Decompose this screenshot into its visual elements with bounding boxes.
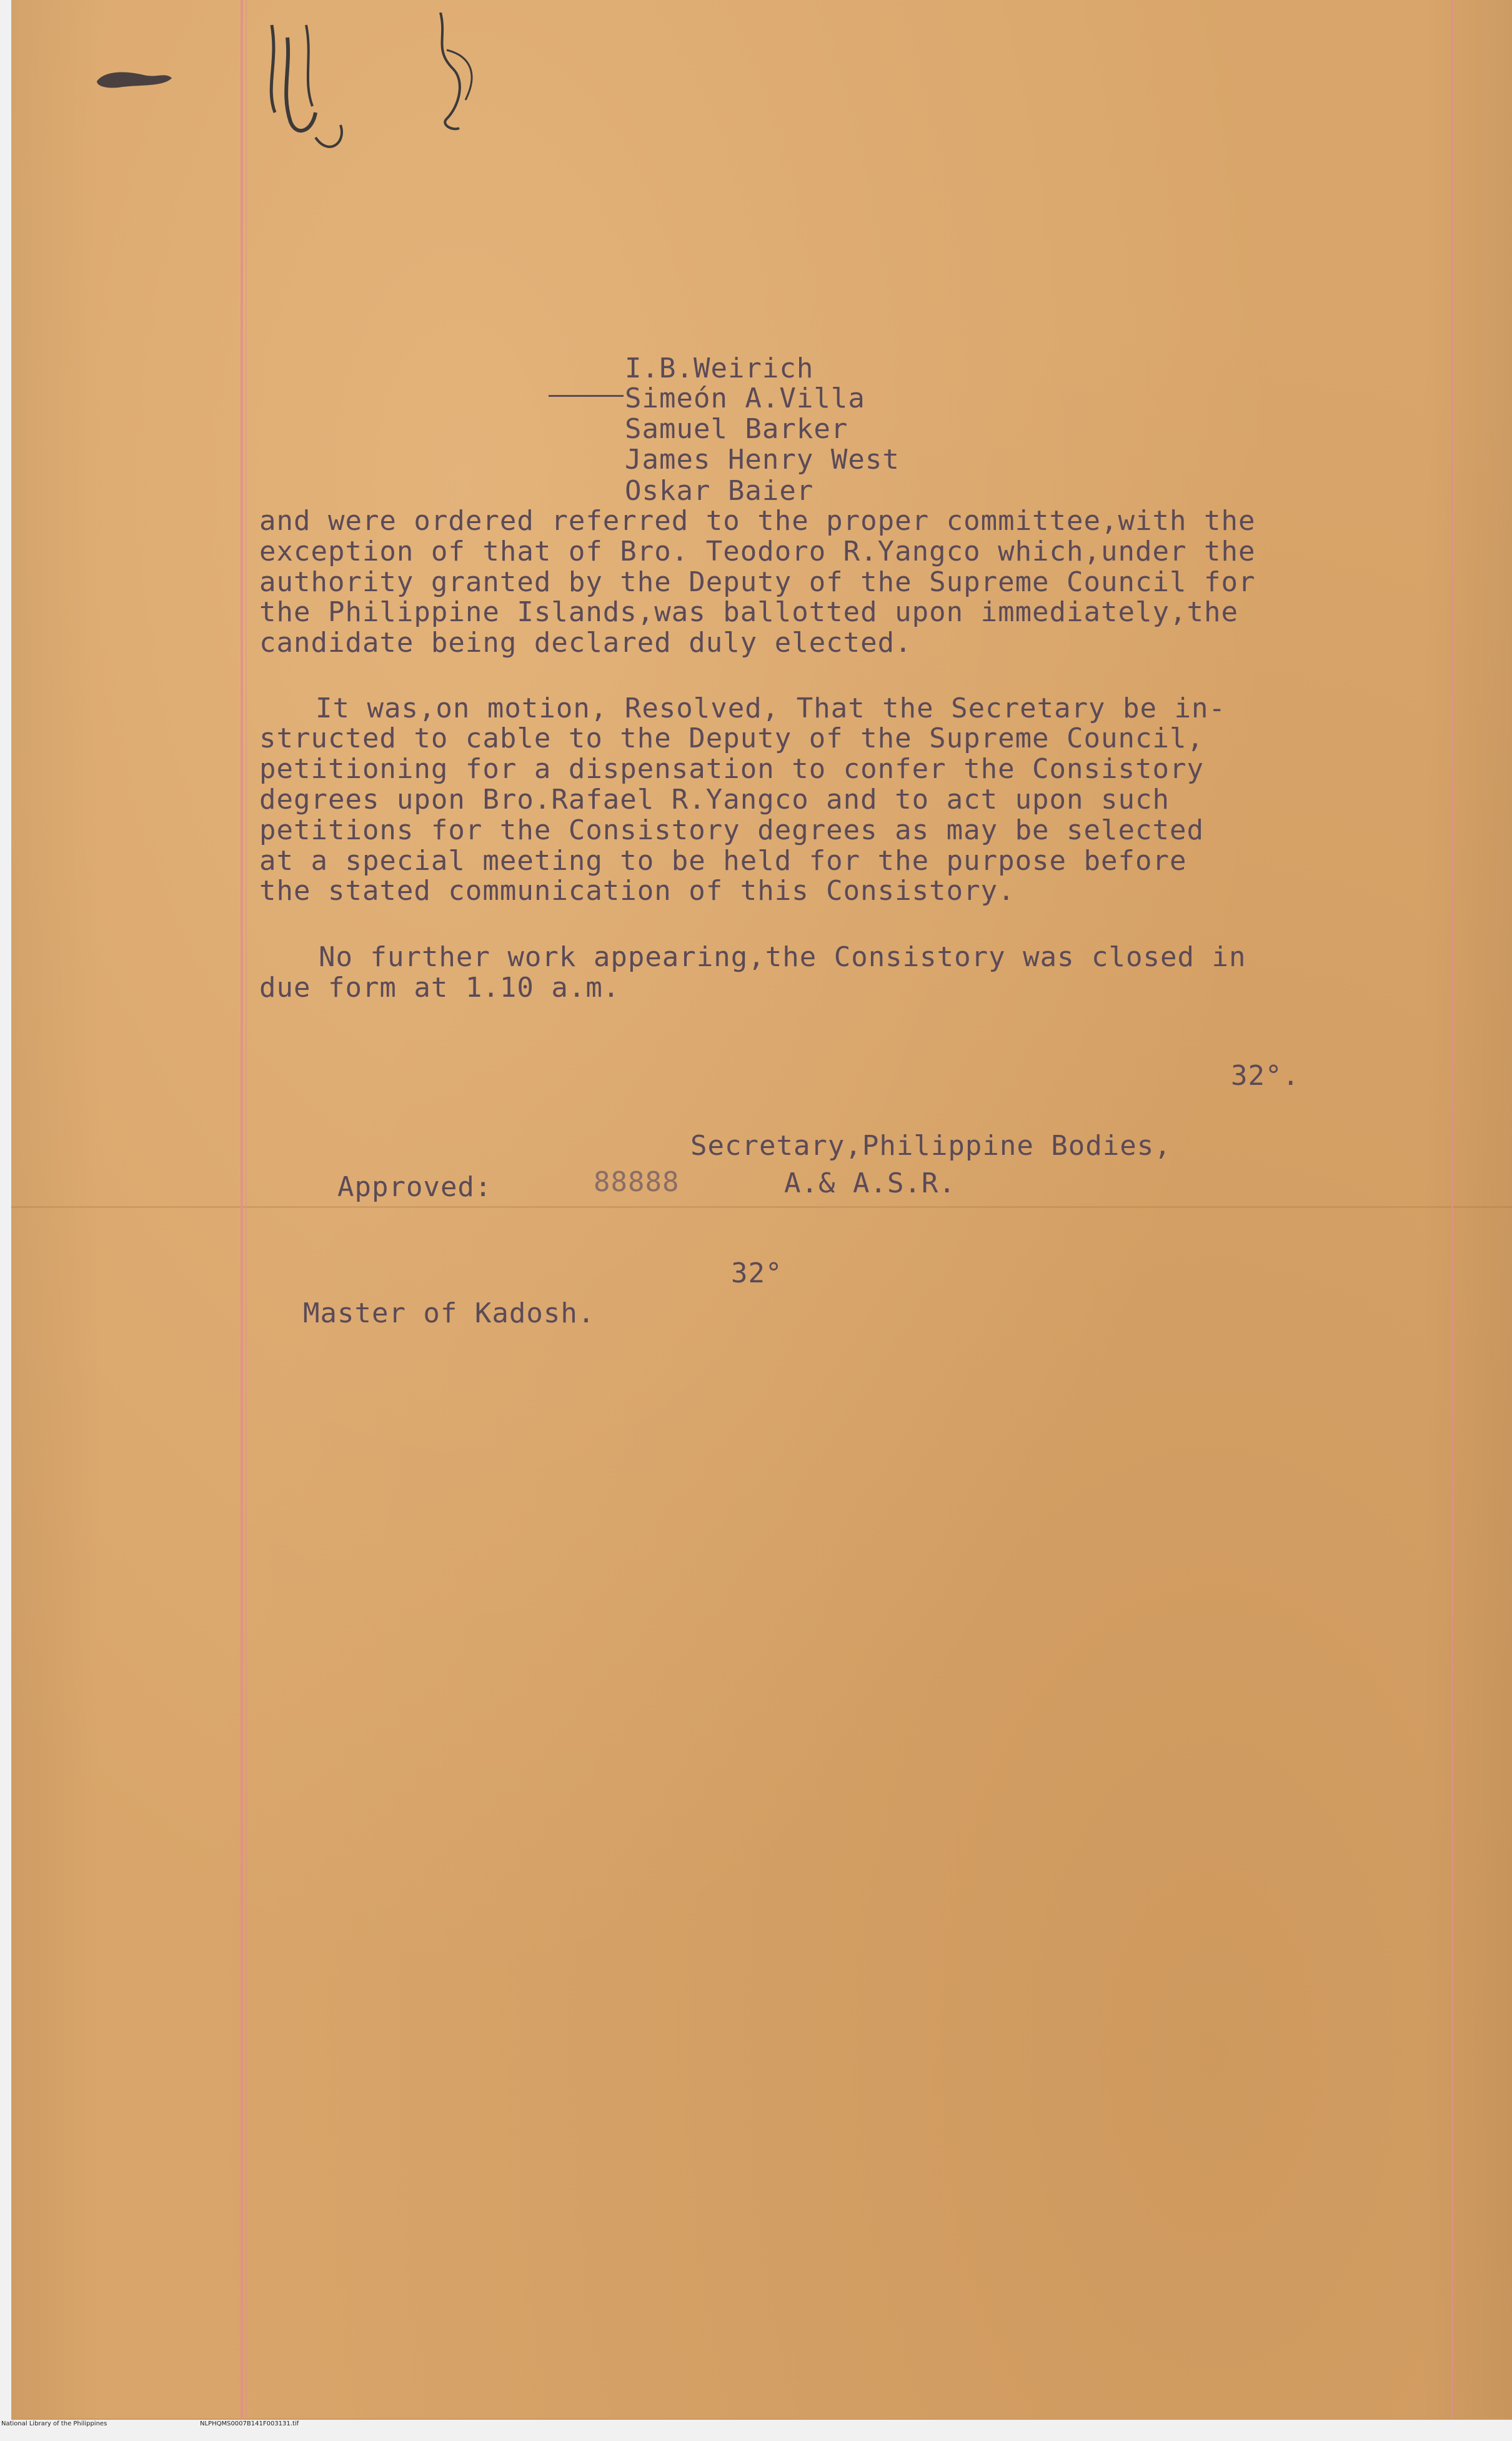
para2-line: petitioning for a dispensation to confer the Consistory: [259, 753, 1204, 785]
name-villa: Simeón A.Villa: [625, 382, 865, 414]
para3-line: due form at 1.10 a.m.: [259, 972, 620, 1004]
handwritten-scribble: [253, 12, 528, 156]
paper-fold-crease: [11, 1206, 1512, 1208]
para2-line: the stated communication of this Consistory.: [259, 875, 1015, 907]
master-title: Master of Kadosh.: [303, 1297, 595, 1329]
dash-mark: [549, 395, 624, 397]
para1-line: and were ordered referred to the proper committee,with the: [259, 505, 1256, 537]
degree-mark: 32°.: [1231, 1060, 1300, 1092]
degree-mark-2: 32°: [731, 1257, 783, 1289]
left-margin-rule: [241, 0, 243, 2419]
left-margin-rule-inner: [246, 0, 247, 2419]
para1-line: authority granted by the Deputy of the Supreme Council for: [259, 566, 1256, 598]
approved-label: Approved:: [337, 1171, 492, 1203]
name-west: James Henry West: [625, 444, 900, 476]
scan-filename: NLPHQMS0007B141F003131.tif: [200, 2420, 299, 2427]
para2-line: petitions for the Consistory degrees as may be selected: [259, 814, 1204, 846]
struck-out-text: 88888: [594, 1166, 680, 1198]
library-credit: National Library of the Philippines: [1, 2420, 107, 2427]
para1-line: exception of that of Bro. Teodoro R.Yangco which,under the: [259, 536, 1256, 567]
rite-abbrev: A.& A.S.R.: [784, 1167, 956, 1199]
name-weirich: I.B.Weirich: [625, 352, 814, 384]
para1-line: the Philippine Islands,was ballotted upon immediately,the: [259, 596, 1238, 628]
para3-line: No further work appearing,the Consistory was closed in: [319, 941, 1246, 973]
para2-line: at a special meeting to be held for the purpose before: [259, 845, 1187, 877]
para1-line: candidate being declared duly elected.: [259, 627, 912, 659]
name-barker: Samuel Barker: [625, 413, 848, 445]
ink-blot: [94, 62, 175, 94]
para2-line: structed to cable to the Deputy of the Supreme Council,: [259, 722, 1204, 754]
name-baier: Oskar Baier: [625, 475, 814, 507]
scan-footer: [0, 2420, 299, 2430]
secretary-title: Secretary,Philippine Bodies,: [690, 1130, 1171, 1162]
para2-line: It was,on motion, Resolved, That the Secretary be in-: [316, 692, 1226, 724]
right-margin-rule: [1451, 0, 1453, 2419]
para2-line: degrees upon Bro.Rafael R.Yangco and to act upon such: [259, 784, 1170, 816]
